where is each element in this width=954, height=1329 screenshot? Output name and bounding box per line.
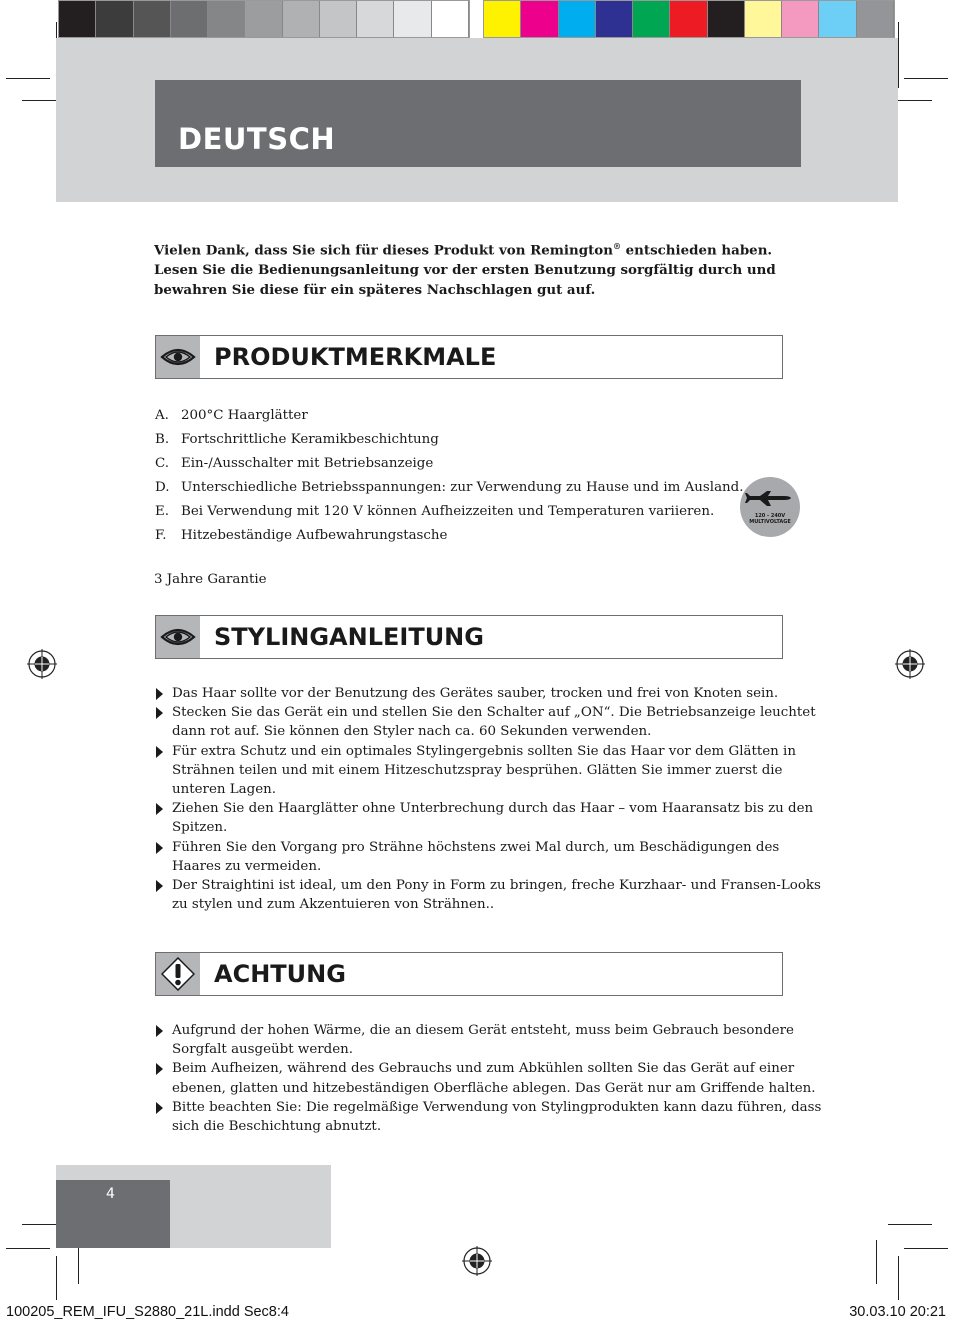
list-item xyxy=(155,428,755,452)
list-item xyxy=(154,838,824,876)
item-text: 200°C Haarglätter xyxy=(181,408,308,423)
multivoltage-badge xyxy=(740,477,800,537)
item-text: Bei Verwendung mit 120 V können Aufheizzeiten und Temperaturen variieren. xyxy=(181,504,715,519)
features-icon-box xyxy=(156,336,200,378)
list-item xyxy=(154,799,824,837)
registration-mark-icon xyxy=(895,649,925,679)
list-item xyxy=(155,404,755,428)
list-item xyxy=(155,500,755,524)
color-swatch xyxy=(745,1,782,37)
bullet-arrow-icon xyxy=(156,842,163,854)
item-text: Der Straightini ist ideal, um den Pony in Form zu bringen, freche Kurzhaar- und Fransen-Looks zu stylen und zum Akzentuieren von Strähnen.. xyxy=(172,878,821,913)
page-title: DEUTSCH xyxy=(178,122,336,156)
bullet-arrow-icon xyxy=(156,880,163,892)
item-text: Unterschiedliche Betriebsspannungen: zur Verwendung zu Hause und im Ausland. xyxy=(181,480,744,495)
grayscale-color-bar xyxy=(58,0,470,38)
styling-list xyxy=(154,684,824,914)
registered-mark: ® xyxy=(612,241,621,251)
page-number: 4 xyxy=(106,1186,115,1202)
badge-voltage-text: 120 - 240V xyxy=(754,513,786,519)
color-swatch xyxy=(394,1,431,37)
intro-text-start: Vielen Dank, dass Sie sich für dieses Produkt von Remington xyxy=(154,242,613,259)
bullet-arrow-icon xyxy=(156,688,163,700)
item-letter: E. xyxy=(155,504,170,519)
item-letter: B. xyxy=(155,432,170,447)
caution-section-header xyxy=(155,952,783,996)
item-letter: D. xyxy=(155,480,170,495)
item-text: Das Haar sollte vor der Benutzung des Gerätes sauber, trocken und frei von Knoten sein. xyxy=(172,686,779,701)
color-swatch xyxy=(96,1,133,37)
item-letter: A. xyxy=(155,408,169,423)
list-item xyxy=(154,1059,824,1097)
warning-icon xyxy=(161,957,195,991)
color-swatch xyxy=(819,1,856,37)
airplane-icon xyxy=(740,477,800,537)
color-swatch xyxy=(283,1,320,37)
bullet-arrow-icon xyxy=(156,1102,163,1114)
color-swatch xyxy=(708,1,745,37)
color-swatch xyxy=(357,1,394,37)
caution-list xyxy=(154,1021,824,1136)
intro-text-end: entschieden haben. Lesen Sie die Bedienungsanleitung vor der ersten Benutzung sorgfältig durch und bewahren Sie diese für ein späteres Nachschlagen gut auf. xyxy=(154,242,776,299)
list-item xyxy=(154,1021,824,1059)
item-text: Beim Aufheizen, während des Gebrauchs und zum Abkühlen sollten Sie das Gerät auf einer ebenen, glatten und hitzebeständigen Oberfläche ablegen. Das Gerät nur am Griffende halten. xyxy=(172,1061,816,1096)
warranty-text: 3 Jahre Garantie xyxy=(154,572,267,587)
bullet-arrow-icon xyxy=(156,707,163,719)
file-info: 100205_REM_IFU_S2880_21L.indd Sec8:4 xyxy=(6,1304,289,1320)
item-text: Aufgrund der hohen Wärme, die an diesem Gerät entsteht, muss beim Gebrauch besondere Sorgfalt ausgeübt werden. xyxy=(172,1023,794,1058)
bullet-arrow-icon xyxy=(156,746,163,758)
color-swatch xyxy=(59,1,96,37)
list-item xyxy=(155,476,755,500)
eye-icon xyxy=(160,626,196,648)
item-letter: C. xyxy=(155,456,170,471)
color-swatch xyxy=(782,1,819,37)
color-swatch xyxy=(521,1,558,37)
features-title: PRODUKTMERKMALE xyxy=(214,343,497,371)
color-swatch xyxy=(596,1,633,37)
list-item xyxy=(155,452,755,476)
list-item xyxy=(154,703,824,741)
registration-mark-icon xyxy=(462,1246,492,1276)
intro-paragraph xyxy=(154,236,794,300)
color-swatch xyxy=(559,1,596,37)
list-item xyxy=(154,684,824,703)
item-text: Für extra Schutz und ein optimales Stylingergebnis sollten Sie das Haar vor dem Glätten in Strähnen teilen und mit einem Hitzeschutzspray besprühen. Glätten Sie immer zuerst die unteren Lagen. xyxy=(172,743,796,798)
color-swatch xyxy=(670,1,707,37)
item-text: Bitte beachten Sie: Die regelmäßige Verwendung von Stylingprodukten kann dazu führen, dass sich die Beschichtung abnutzt. xyxy=(172,1099,822,1135)
list-item xyxy=(154,876,824,914)
color-swatch xyxy=(171,1,208,37)
features-section-header xyxy=(155,335,783,379)
item-text: Fortschrittliche Keramikbeschichtung xyxy=(181,432,439,447)
list-item xyxy=(154,1098,824,1136)
color-swatch xyxy=(633,1,670,37)
color-swatch xyxy=(432,1,469,37)
color-swatch xyxy=(208,1,245,37)
list-item xyxy=(155,524,755,548)
color-swatch xyxy=(134,1,171,37)
features-list xyxy=(155,404,755,548)
styling-title: STYLINGANLEITUNG xyxy=(214,623,484,651)
bullet-arrow-icon xyxy=(156,1025,163,1037)
color-swatch xyxy=(245,1,282,37)
color-swatch xyxy=(320,1,357,37)
print-date-time: 30.03.10 20:21 xyxy=(849,1304,946,1320)
list-item xyxy=(154,742,824,800)
item-letter: F. xyxy=(155,528,167,543)
process-color-bar xyxy=(483,0,895,38)
badge-label-text: MULTIVOLTAGE xyxy=(749,519,791,525)
item-text: Hitzebeständige Aufbewahrungstasche xyxy=(181,528,448,543)
registration-mark-icon xyxy=(27,649,57,679)
bullet-arrow-icon xyxy=(156,803,163,815)
color-swatch xyxy=(857,1,894,37)
item-text: Stecken Sie das Gerät ein und stellen Sie den Schalter auf „ON“. Die Betriebsanzeige leuchtet dann rot auf. Sie können den Styler nach ca. 60 Sekunden verwenden. xyxy=(172,705,816,740)
color-swatch xyxy=(484,1,521,37)
caution-title: ACHTUNG xyxy=(214,960,346,988)
styling-icon-box xyxy=(156,616,200,658)
item-text: Führen Sie den Vorgang pro Strähne höchstens zwei Mal durch, um Beschädigungen des Haares zu vermeiden. xyxy=(172,839,780,874)
bullet-arrow-icon xyxy=(156,1063,163,1075)
styling-section-header xyxy=(155,615,783,659)
caution-icon-box xyxy=(156,953,200,995)
eye-icon xyxy=(160,346,196,368)
item-text: Ein-/Ausschalter mit Betriebsanzeige xyxy=(181,456,434,471)
item-text: Ziehen Sie den Haarglätter ohne Unterbrechung durch das Haar – vom Haaransatz bis zu den Spitzen. xyxy=(172,801,814,836)
